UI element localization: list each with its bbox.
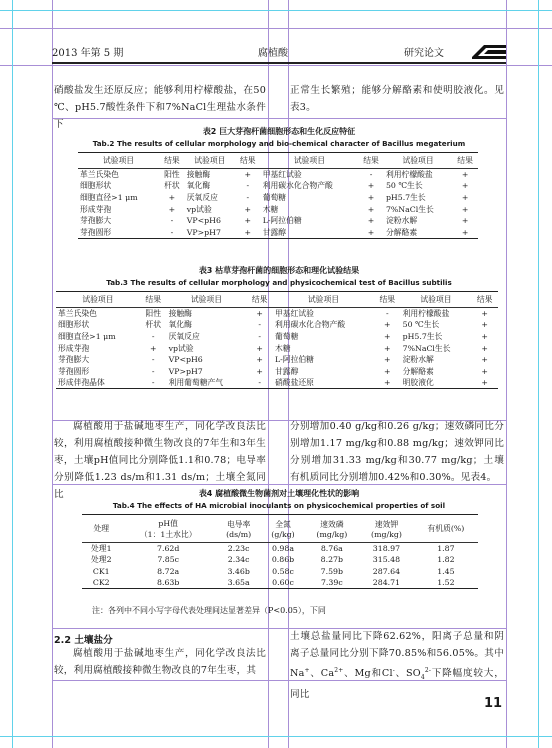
table4-cell: 7.39c — [320, 578, 343, 588]
table3-cell: 利用葡萄糖产气 — [168, 378, 224, 388]
table4-header-line2: (ds/m) — [226, 529, 252, 539]
table3-cell: 氧化酶 — [168, 320, 192, 330]
table2-cell: 甘露醇 — [262, 227, 287, 237]
ca-charge: 2+ — [334, 667, 344, 674]
guide-line-header — [0, 65, 552, 66]
table3-cell: + — [384, 320, 391, 330]
table4-cell: 8.76a — [320, 544, 343, 554]
table4-row — [82, 577, 478, 589]
table3-cell: + — [481, 366, 488, 376]
table2-cell: + — [244, 227, 252, 237]
table3-cell: + — [384, 331, 391, 341]
table2-cell: 7%NaCl生长 — [385, 204, 434, 214]
table3-cell: VP<pH6 — [168, 355, 203, 365]
table4-cell: 0.58c — [272, 566, 294, 576]
table4-cell: 2.23c — [227, 544, 250, 554]
table3-cell: 芽孢圆形 — [58, 366, 90, 376]
table3-header-cell: 结果 — [246, 292, 273, 308]
guide-cyan-right — [538, 0, 539, 748]
table4-header-line1: 电导率 — [226, 519, 251, 529]
table4-row — [82, 554, 478, 566]
table2-cell: + — [168, 192, 176, 202]
table3-row — [56, 319, 498, 331]
table2-row — [78, 226, 478, 238]
table2-cell: 木糖 — [262, 204, 279, 214]
table4-header-line2: (mg/kg) — [316, 529, 348, 539]
table4-cell: 2.34c — [227, 555, 250, 565]
table4 — [82, 514, 478, 589]
table4-cell: CK2 — [92, 578, 110, 588]
table4-header-line2: (mg/kg) — [371, 529, 402, 539]
table4-cell: 287.64 — [372, 566, 401, 576]
table3-header-cell: 试验项目 — [167, 292, 247, 308]
table2-cell: + — [244, 170, 252, 180]
table2-row — [78, 192, 478, 204]
mid-right-paragraph: 分别增加0.40 g/kg和0.26 g/kg；速效磷同比分别增加1.17 mg/kg和0.88 mg/kg；速效钾同比分别增加31.33 mg/kg和30.77 mg/kg；土壤有机质同比分别增加0.42%和0.30%。见表4。 — [290, 421, 504, 483]
table4-body — [82, 543, 478, 589]
table2-header-cell: 结果 — [452, 153, 478, 169]
table2-cell: 利用碳水化合物产酸 — [262, 181, 333, 191]
table2-cell: + — [367, 204, 375, 214]
bottom-right-text-d: 、SO — [394, 668, 421, 680]
table3-row — [56, 342, 498, 354]
table4-cell: 8.27b — [320, 555, 343, 565]
table3-row — [56, 308, 498, 320]
journal-name: 腐植酸 — [258, 48, 288, 59]
table2-header-cell: 试验项目 — [185, 153, 235, 169]
guide-cyan-top — [0, 10, 552, 11]
table2-row — [78, 215, 478, 227]
bottom-right-text-c: 、Mg和Cl — [343, 668, 393, 680]
table2-cell: - — [246, 192, 250, 202]
table3-cell: + — [256, 309, 263, 319]
table4-header-line1: 速效磷 — [320, 519, 344, 529]
table2-cell: + — [367, 192, 375, 202]
table3-cell: 革兰氏染色 — [58, 309, 97, 319]
table4-caption-en: Tab.4 The effects of HA microbial inoculants on physicochemical properties of soil — [112, 501, 446, 510]
table4-row — [82, 543, 478, 555]
table2-header-cell: 结果 — [358, 153, 384, 169]
guide-line-right — [506, 0, 507, 748]
table3-cell: vp试验 — [168, 343, 194, 353]
table2-cell: - — [170, 216, 174, 226]
table3-cell: + — [481, 378, 488, 388]
top-right-paragraph: 正常生长繁殖；能够分解酪素和使明胶液化。见表3。 — [290, 85, 504, 113]
table4-header-cell — [261, 515, 304, 543]
bottom-left-paragraph: 腐植酸用于盐碱地枣生产，同化学改良法比较，利用腐植酸接种微生物改良的7年生枣，其 — [54, 648, 266, 676]
table4-header-cell — [414, 515, 478, 543]
table3-cell: pH5.7生长 — [402, 331, 443, 341]
table4-cell: 0.86b — [271, 555, 295, 565]
na-charge: + — [304, 667, 310, 674]
table3-header-cell: 试验项目 — [273, 292, 374, 308]
table3-cell: - — [385, 309, 389, 319]
table3-cell: 阳性 — [145, 309, 162, 319]
table4-cell: 8.72a — [157, 566, 180, 576]
cl-charge: - — [392, 667, 395, 674]
table3-cell: 厌氧反应 — [168, 331, 200, 341]
table2-row — [78, 203, 478, 215]
table3-row — [56, 331, 498, 343]
table4-cell: 315.48 — [372, 555, 401, 565]
table3-cell: 明胶液化 — [402, 378, 434, 388]
table4-cell: 3.65a — [227, 578, 250, 588]
table2-cell: 分解酪素 — [385, 227, 418, 237]
table4-header-cell — [82, 515, 121, 543]
table2-cell: + — [461, 216, 469, 226]
table2-header-cell: 试验项目 — [78, 153, 159, 169]
table2-cell: + — [367, 216, 375, 226]
table3-cell: + — [256, 355, 263, 365]
table3-cell: 葡萄糖 — [274, 331, 299, 341]
table2-cell: + — [461, 204, 469, 214]
journal-logo-icon — [470, 43, 508, 59]
table2-cell: - — [246, 181, 250, 191]
table2-caption-zh: 表2 巨大芽孢杆菌细胞形态和生化反应特征 — [202, 127, 356, 136]
table2-caption-en: Tab.2 The results of cellular morphology and bio-chemical character of Bacillus megaterium — [92, 139, 466, 148]
table3-cell: + — [256, 343, 263, 353]
table2-header-cell: 试验项目 — [261, 153, 359, 169]
table4-cell: CK1 — [92, 566, 110, 576]
table3-cell: + — [481, 343, 488, 353]
table2-cell: + — [461, 192, 469, 202]
table4-cell: 1.87 — [437, 544, 455, 554]
table3-cell: - — [151, 366, 155, 376]
table4-header-line2: （1：1土水比） — [139, 529, 197, 539]
table3-cell: - — [151, 355, 155, 365]
table2-cell: 形成芽孢 — [80, 204, 112, 214]
table2-cell: - — [369, 170, 373, 180]
table4-cell: 1.45 — [437, 566, 455, 576]
page-header — [52, 44, 512, 60]
table2-cell: 淀粉水解 — [385, 216, 418, 226]
section-title: 2.2 土壤盐分 — [54, 635, 113, 646]
table3-cell: 利用柠檬酸盐 — [402, 309, 450, 319]
table2-header-row — [78, 153, 478, 169]
table4-header-line1: 有机质(%) — [427, 524, 465, 533]
table2-cell: 革兰氏染色 — [80, 170, 119, 180]
table3-cell: 50 ℃生长 — [402, 320, 440, 330]
table2-cell: 氧化酶 — [186, 181, 211, 191]
table2-cell: 厌氧反应 — [186, 192, 218, 202]
table3-cell: 细胞形状 — [58, 320, 90, 330]
table4-header-cell — [359, 515, 414, 543]
guide-line-left — [52, 0, 53, 748]
table3-cell: + — [384, 343, 391, 353]
table3-cell: + — [384, 366, 391, 376]
table3-cell: 甘露醇 — [274, 366, 299, 376]
table2-cell: + — [461, 181, 469, 191]
table4-cell: 318.97 — [372, 544, 401, 554]
table2-cell: + — [461, 170, 469, 180]
table4-header-line1: 处理 — [93, 524, 110, 533]
table2-cell: 杆状 — [164, 181, 180, 191]
table4-cell: 1.52 — [437, 578, 455, 588]
table4-header-line2: (g/kg) — [271, 529, 295, 539]
page-number: 11 — [484, 696, 503, 711]
table4-header-cell — [305, 515, 360, 543]
table3-header-cell: 试验项目 — [401, 292, 472, 308]
table2-cell: 细胞形状 — [80, 181, 112, 191]
table3-cell: 甲基红试验 — [274, 309, 314, 319]
table2-cell: + — [168, 204, 176, 214]
table3-cell: 接触酶 — [168, 309, 192, 319]
table3-row — [56, 354, 498, 366]
table3-cell: 杆状 — [145, 320, 162, 330]
table2-header-cell: 结果 — [159, 153, 185, 169]
table3-header-cell: 结果 — [140, 292, 167, 308]
table2-cell: 接触酶 — [186, 170, 211, 180]
column-label: 研究论文 — [404, 48, 444, 59]
table3-cell: 芽孢膨大 — [58, 355, 90, 365]
guide-cyan-bottom — [0, 736, 552, 737]
table3-cell: 分解酪素 — [402, 366, 434, 376]
table3-caption-zh: 表3 枯草芽孢杆菌的细胞形态和理化试验结果 — [198, 266, 360, 275]
table2-cell: 芽孢圆形 — [80, 227, 112, 237]
table4-header-line1: 全氮 — [275, 519, 291, 529]
table4-cell: 0.98a — [271, 544, 294, 554]
table3-cell: + — [481, 355, 488, 365]
table4-cell: 1.82 — [437, 555, 455, 565]
table3-cell: - — [151, 378, 155, 388]
table4-note: 注：各列中不同小写字母代表处理间达显著差异（P<0.05），下同 — [92, 606, 326, 615]
bottom-right-text-e: 下降幅度较大，同比 — [290, 668, 504, 701]
table3-cell: + — [481, 309, 488, 319]
table3-cell: + — [481, 320, 488, 330]
table3-body — [56, 308, 498, 389]
table2-cell: + — [367, 227, 375, 237]
table3-cell: 形成芽孢 — [58, 343, 90, 353]
table3-cell: - — [258, 378, 261, 388]
table3-cell: - — [258, 331, 261, 341]
header-rule — [52, 62, 506, 64]
bottom-right-text-b: 、Ca — [309, 668, 335, 680]
table3-header-row — [56, 292, 498, 308]
mid-left-paragraph: 腐植酸用于盐碱地枣生产，同化学改良法比较，利用腐植酸接种微生物改良的7年生和3年生枣，土壤pH值同比分别降低1.1和0.78；电导率分别降低1.23 ds/m和1.31 ds/m；土壤全氮同比 — [54, 421, 266, 500]
table3-cell: 木糖 — [274, 343, 291, 353]
table4-row — [82, 566, 478, 578]
table3-cell: 形成伴孢晶体 — [58, 378, 105, 388]
table4-cell: 处理1 — [90, 544, 112, 554]
table2-cell: + — [244, 204, 252, 214]
table4-header-cell — [216, 515, 262, 543]
table2-cell: + — [367, 181, 375, 191]
table2-cell: 芽孢膨大 — [80, 216, 112, 226]
bottom-right-text-a: 土壤总盐量同比下降62.62%，阳离子总量和阴离子总量同比分别下降70.85%和56.05%。其中Na — [290, 631, 504, 680]
table2-cell: 甲基红试验 — [262, 170, 302, 180]
table3-row — [56, 377, 498, 389]
table2-cell: 利用柠檬酸盐 — [385, 170, 433, 180]
table2-body — [78, 169, 478, 239]
table4-cell: 7.62d — [157, 544, 180, 554]
table2-cell: 葡萄糖 — [262, 192, 287, 202]
table2-header-cell: 试验项目 — [384, 153, 452, 169]
table2-cell: + — [244, 216, 252, 226]
bottom-right-paragraph — [290, 628, 504, 703]
table2-row — [78, 169, 478, 181]
table2-cell: 阳性 — [164, 170, 180, 180]
table4-cell: 处理2 — [90, 555, 112, 565]
table2-cell: pH5.7生长 — [385, 192, 426, 202]
table3-cell: 细胞直径>1 μm — [58, 331, 116, 341]
table3-cell: + — [384, 378, 391, 388]
table3-header-cell: 结果 — [471, 292, 498, 308]
table2-cell: 50 ℃生长 — [385, 181, 423, 191]
table2-cell: L-阿拉伯糖 — [262, 216, 302, 226]
table4-cell: 8.63b — [157, 578, 180, 588]
table3-header-cell: 结果 — [374, 292, 401, 308]
table3-cell: + — [256, 366, 263, 376]
table2-cell: VP<pH6 — [186, 216, 221, 226]
table4-header-row — [82, 515, 478, 543]
table3 — [56, 291, 498, 389]
table3-cell: + — [149, 343, 157, 353]
table2-row — [78, 180, 478, 192]
table3-cell: + — [481, 331, 488, 341]
table2-cell: VP>pH7 — [186, 227, 221, 237]
table3-cell: 硝酸盐还原 — [274, 378, 314, 388]
issue-label: 2013 年第 5 期 — [52, 48, 124, 59]
table2-cell: vp试验 — [186, 204, 212, 214]
table3-cell: VP>pH7 — [168, 366, 203, 376]
table2-cell: - — [170, 227, 174, 237]
table3-header-cell: 试验项目 — [56, 292, 140, 308]
table4-caption-zh: 表4 腐植酸微生物菌剂对土壤理化性状的影响 — [198, 489, 360, 498]
so4-charge: 2- — [424, 667, 432, 674]
table4-header-line1: 速效钾 — [374, 519, 399, 529]
table4-header-line1: pH值 — [158, 518, 178, 528]
table3-cell: 利用碳水化合物产酸 — [274, 320, 346, 330]
table2-header-cell: 结果 — [235, 153, 261, 169]
table4-cell: 284.71 — [372, 578, 401, 588]
table4-cell: 0.60c — [272, 578, 294, 588]
table3-cell: L-阿拉伯糖 — [274, 355, 314, 365]
table4-cell: 7.85c — [157, 555, 180, 565]
table2-cell: 细胞直径>1 μm — [80, 192, 138, 202]
table3-cell: 7%NaCl生长 — [402, 343, 451, 353]
table4-header-cell — [121, 515, 216, 543]
guide-cyan-left — [12, 0, 13, 748]
table2-cell: + — [461, 227, 469, 237]
table3-cell: + — [384, 355, 391, 365]
table4-cell: 3.46b — [227, 566, 250, 576]
table3-row — [56, 365, 498, 377]
table4-cell: 7.59b — [320, 566, 343, 576]
table3-cell: 淀粉水解 — [402, 355, 434, 365]
top-left-paragraph: 硝酸盐发生还原反应；能够利用柠檬酸盐，在50 ℃、pH5.7酸性条件下和7%NaCl生理盐水条件下 — [54, 85, 266, 130]
guide-line-top — [0, 28, 552, 29]
table3-cell: - — [258, 320, 261, 330]
so4-subscript: 4 — [420, 674, 425, 682]
table3-cell: - — [151, 331, 155, 341]
table2 — [78, 152, 478, 239]
table3-caption-en: Tab.3 The results of cellular morphology and physicochemical test of Bacillus subtilis — [106, 278, 452, 287]
